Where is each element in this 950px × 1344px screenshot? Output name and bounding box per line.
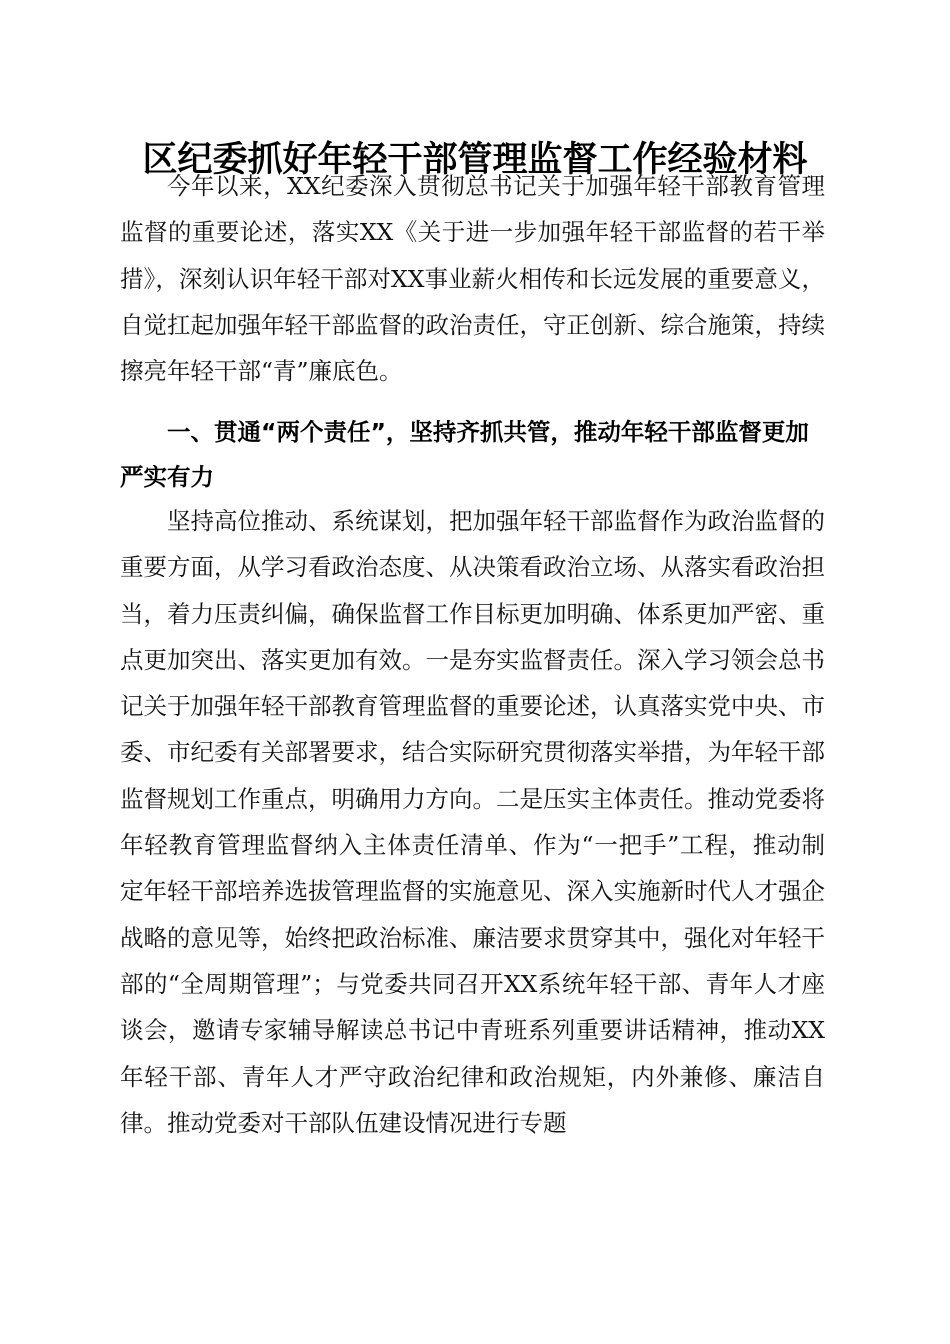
document-title: 区纪委抓好年轻干部管理监督工作经验材料 — [142, 139, 808, 180]
section-body-paragraph: 坚持高位推动、系统谋划，把加强年轻干部监督作为政治监督的重要方面，从学习看政治态度、从决策看政治立场、从落实看政治担当，着力压责纠偏，确保监督工作目标更加明确、体系更加严密、重点更加突出、落实更加有效。一是夯实监督责任。深入学习领会总书记关于加强年轻干部教育管理监督的重要论述，认真落实党中央、市委、市纪委有关部署要求，结合实际研究贯彻落实举措，为年轻干部监督规划工作重点，明确用力方向。二是压实主体责任。推动党委将年轻教育管理监督纳入主体责任清单、作为“一把手”工程，推动制定年轻干部培养选拔管理监督的实施意见、深入实施新时代人才强企战略的意见等，始终把政治标准、廉洁要求贯穿其中，强化对年轻干部的“全周期管理”；与党委共同召开XX系统年轻干部、青年人才座谈会，邀请专家辅导解读总书记中青班系列重要讲话精神，推动XX年轻干部、青年人才严守政治纪律和政治规矩，内外兼修、廉洁自律。推动党委对干部队伍建设情况进行专题 — [120, 507, 825, 1137]
section-heading: 一、贯通“两个责任”，坚持齐抓共管，推动年轻干部监督更加严实有力 — [120, 418, 809, 491]
intro-paragraph: 今年以来，XX纪委深入贯彻总书记关于加强年轻干部教育管理监督的重要论述，落实XX《关于进一步加强年轻干部监督的若干举措》，深刻认识年轻干部对XX事业薪火相传和长远发展的重要意义，自觉扛起加强年轻干部监督的政治责任，守正创新、综合施策，持续擦亮年轻干部“青”廉底色。 — [120, 172, 825, 386]
